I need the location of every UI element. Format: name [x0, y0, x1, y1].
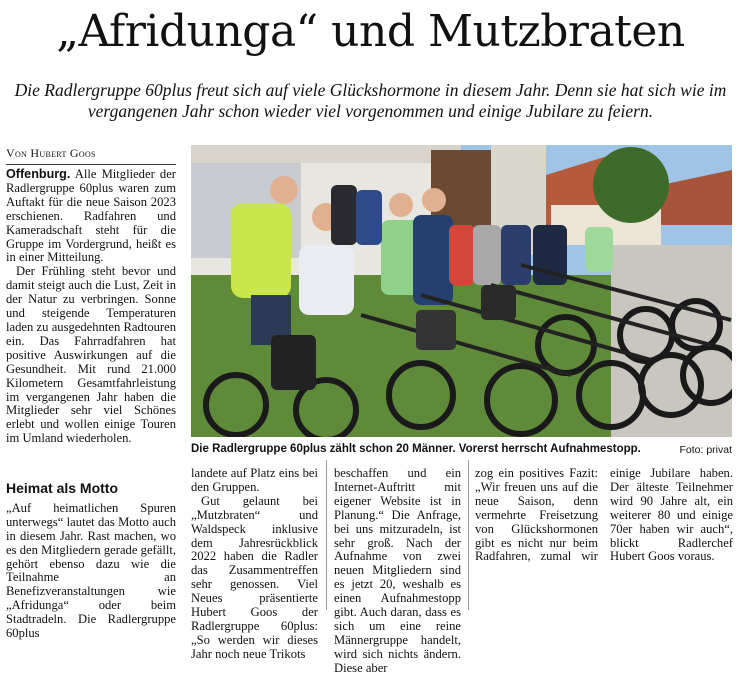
photo-illustration [191, 145, 732, 437]
caption-text: Die Radlergruppe 60plus zählt schon 20 Männer. Vorerst herrscht Aufnahmestopp. [191, 443, 641, 455]
paragraph: landete auf Platz eins bei den Gruppen. [191, 466, 318, 494]
column-4 [475, 467, 733, 564]
column-2 [191, 467, 318, 662]
byline: Von Hubert Goos [6, 146, 176, 165]
paragraph: Der Frühling steht bevor und damit steigt auch die Lust, Zeit in der Natur zu verbringen. Sonne und steigende Temperaturen laden zu ausgedehnten Radtouren ein. Das Fahrradfahren hat positive Auswirkungen auf die Gesundheit. Mit rund 21.000 Kilometern Gesamtfahrleistung im vergangenen Jahr haben die Mitglieder sehr viel Schönes erlebt und wollen einige Touren im Umland wiederholen. [6, 264, 176, 446]
column-3 [334, 467, 461, 676]
group-photo-image [191, 145, 732, 437]
paragraph: Gut gelaunt bei „Mutzbraten“ und Waldspeck inklusive dem Jahresrückblick 2022 haben die Radler das Zusammentreffen sehr genossen. Viel Neues präsentierte Hubert Goos der Radlergruppe 60plus: „So werden wir dieses Jahr noch neue Trikots [191, 493, 318, 661]
column-divider [468, 460, 469, 610]
paragraph: „Auf heimatlichen Spuren unterwegs“ lautet das Motto auch in diesem Jahr. Rast machen, wo es den Mitgliedern gerade gefällt, gehört ebenso dazu wie die Teilnahme an Benefizveranstaltungen wie „Afridunga“ oder beim Stadtradeln. Die Radlergruppe 60plus [6, 500, 176, 641]
subheadline: Die Radlergruppe 60plus freut sich auf viele Glückshormone in diesem Jahr. Denn sie hat sich wie im vergangenen Jahr schon wieder viel vorgenommen und einige Jubilare zu feiern. [14, 80, 727, 121]
paragraph: zog ein positives Fazit: „Wir freuen uns auf die neue Saison, denn vermehrte Freisetzung von Glückshormonen gibt es nicht nur beim Radfahren, zumal wir einige Jubilare haben. Der älteste Teilnehmer wird 90 Jahre alt, ein weiterer 80 und einige 70er haben wir auch“, blickt Radlerchef Hubert Goos voraus. [475, 466, 733, 564]
column-1 [6, 168, 176, 446]
headline: „Afridunga“ und Mutzbraten [56, 6, 685, 57]
paragraph [6, 168, 176, 265]
dateline: Offenburg. [6, 167, 71, 181]
photo-credit: Foto: privat [679, 444, 732, 456]
column-1-lower [6, 482, 176, 641]
section-heading: Heimat als Motto [6, 480, 119, 496]
column-divider [326, 460, 327, 610]
paragraph: beschaffen und ein Internet-Auftritt mit eigener Website ist in Planung.“ Die Anfrage, bei uns mitzuradeln, ist sehr groß. Nach der Aufnahme von zwei neuen Mitgliedern sind es jetzt 20, weshalb es einen Aufnahmestopp gibt. Auch daran, dass es sich um eine reine Männergruppe handelt, wird sich nichts ändern. Diese aber [334, 466, 461, 675]
paragraph-text: Alle Mitglieder der Radlergruppe 60plus waren zum Auftakt für die neue Saison 2023 erschienen. Radfahren und Kameradschaft steht für die Gruppe im Vordergrund, heißt es in einer Mitteilung. [6, 167, 176, 265]
photo-caption [191, 443, 732, 455]
